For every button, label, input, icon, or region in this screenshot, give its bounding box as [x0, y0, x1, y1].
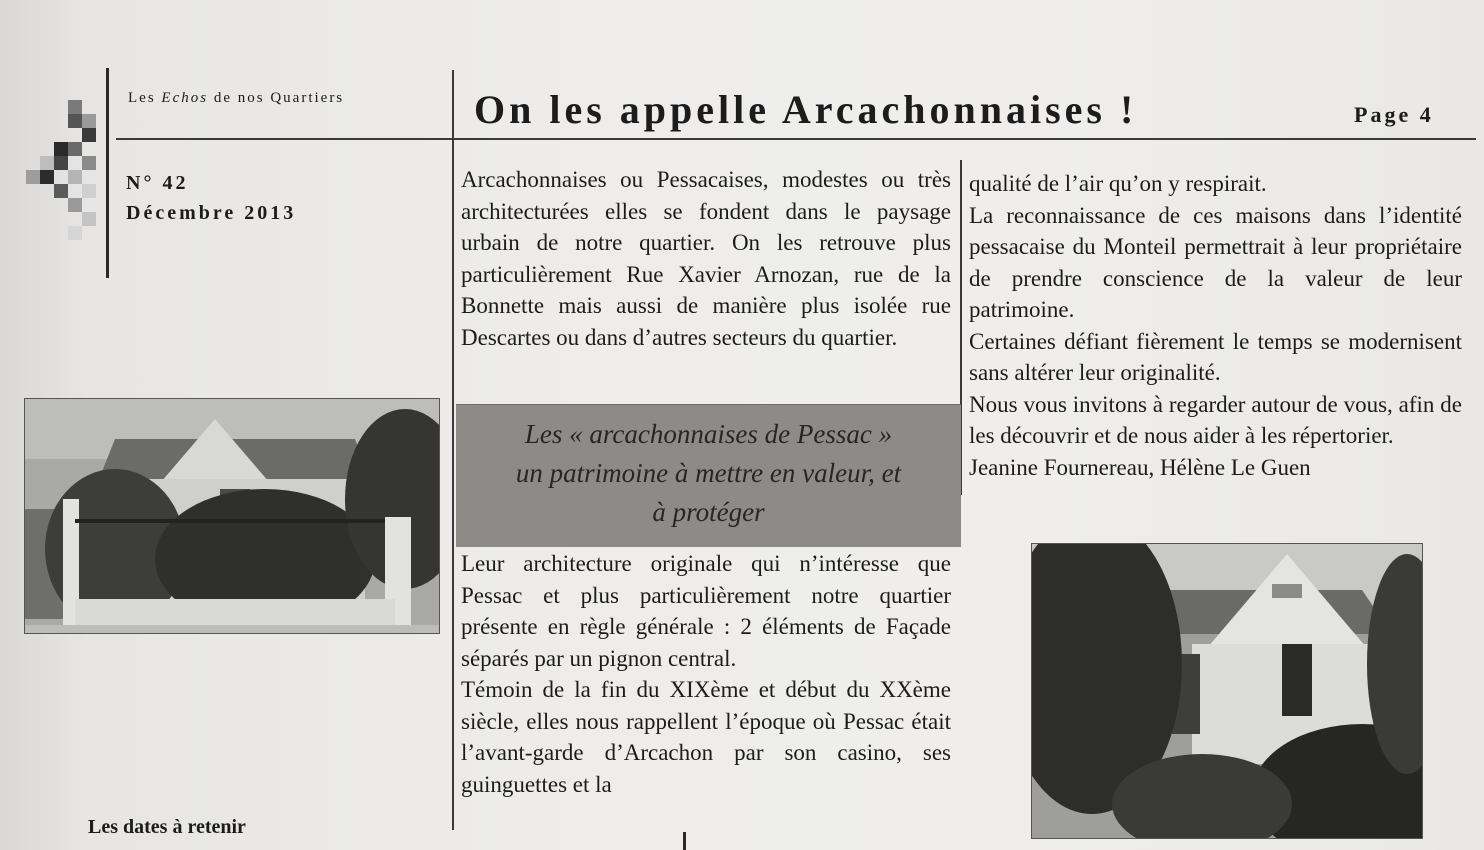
paragraph-history: Témoin de la fin du XIXème et début du XXème siècle, elles nous rappellent l’époque où Pessac était l’avant-garde d’Arcachon par son casino, ses guinguettes et la: [461, 677, 951, 797]
house-photo-right: [1031, 543, 1423, 839]
article-column-right: [969, 168, 1462, 483]
pull-quote-text: [456, 415, 961, 532]
paragraph-invitation: Nous vous invitons à regarder autour de vous, afin de les découvrir et de nous aider à les répertorier.: [969, 391, 1462, 448]
masthead-suffix: de nos Quartiers: [208, 90, 345, 106]
bottom-divider-mark: [683, 832, 686, 850]
house-photo-left-image: [25, 399, 439, 633]
pull-quote-line: à protéger: [652, 497, 765, 527]
pull-quote-line: un patrimoine à mettre en valeur, et: [515, 458, 902, 488]
paragraph-architecture: Leur architecture originale qui n’intéresse que Pessac et plus particulièrement notre quartier présente en règle générale : 2 éléments de Façade séparés par un pignon central.: [461, 551, 951, 671]
pixel-logo: [26, 100, 108, 280]
issue-date: Décembre 2013: [126, 202, 297, 224]
paragraph-modernise: Certaines défiant fièrement le temps se modernisent sans altérer leur originalité.: [969, 328, 1462, 385]
pull-quote-line: Les « arcachonnaises de Pessac »: [524, 419, 893, 449]
article-column-middle-bottom: [461, 548, 951, 800]
column-divider-left: [452, 70, 454, 830]
issue-info: [126, 168, 296, 228]
pull-quote-box: [456, 404, 961, 547]
masthead-echos: Echos: [161, 90, 209, 106]
newsletter-masthead: [128, 90, 344, 107]
house-photo-left: [24, 398, 440, 634]
paragraph-air-quality: qualité de l’air qu’on y respirait.: [969, 171, 1267, 196]
header-rule: [116, 138, 1476, 140]
dates-heading: Les dates à retenir: [88, 816, 246, 838]
paragraph-recognition: La reconnaissance de ces maisons dans l’identité pessacaise du Monteil permettrait à leur propriétaire de prendre conscience de la valeur de leur patrimoine.: [969, 202, 1462, 322]
article-headline: On les appelle Arcachonnaises !: [474, 87, 1138, 132]
issue-number: N° 42: [126, 172, 189, 194]
page-number: Page 4: [1354, 102, 1434, 127]
paragraph-intro: Arcachonnaises ou Pessacaises, modestes ou très architecturées elles se fondent dans le paysage urbain de notre quartier. On les retrouve plus particulièrement Rue Xavier Arnozan, rue de la Bonnette mais aussi de manière plus isolée rue Descartes ou dans d’autres secteurs du quartier.: [461, 167, 951, 350]
article-signature: Jeanine Fournereau, Hélène Le Guen: [969, 454, 1311, 480]
masthead-prefix: Les: [128, 90, 162, 106]
article-column-middle-top: [461, 164, 951, 353]
house-photo-right-image: [1032, 544, 1422, 838]
